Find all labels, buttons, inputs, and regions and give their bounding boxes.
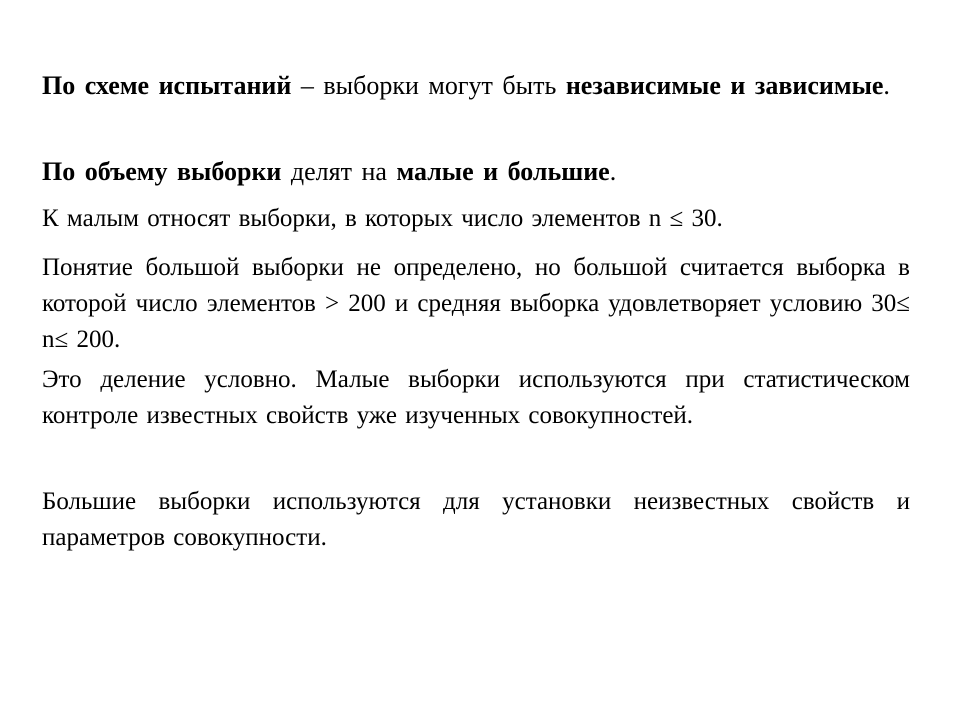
text-segment: Это деление условно. Малые выборки используются при статистическом контроле известных свойств уже изученных совокупностей.: [42, 366, 910, 429]
paragraph-large-samples-usage: [42, 484, 910, 556]
text-segment: .: [883, 71, 890, 100]
text-segment: .: [609, 157, 617, 186]
paragraph-small-samples: [42, 201, 910, 237]
paragraph-large-samples-definition: [42, 250, 910, 358]
term-small-large: малые и большие: [396, 157, 610, 186]
text-segment: делят на: [281, 157, 397, 186]
term-sample-size: По объему выборки: [42, 157, 282, 186]
term-test-scheme: По схеме испытаний: [42, 71, 292, 100]
text-segment: Большие выборки используются для установки неизвестных свойств и параметров совокупности.: [42, 488, 910, 551]
paragraph-small-samples-usage: [42, 362, 910, 434]
term-independent-dependent: независимые и зависимые: [565, 71, 884, 100]
paragraph-test-scheme: [42, 68, 910, 104]
text-segment: – выборки могут быть: [291, 71, 566, 100]
paragraph-sample-size: [42, 154, 910, 190]
text-segment: К малым относят выборки, в которых число элементов n ≤ 30.: [42, 205, 723, 232]
text-segment: Понятие большой выборки не определено, но большой считается выборка в которой число элементов > 200 и средняя выборка удовлетворяет условию 30≤ n≤ 200.: [42, 254, 910, 353]
